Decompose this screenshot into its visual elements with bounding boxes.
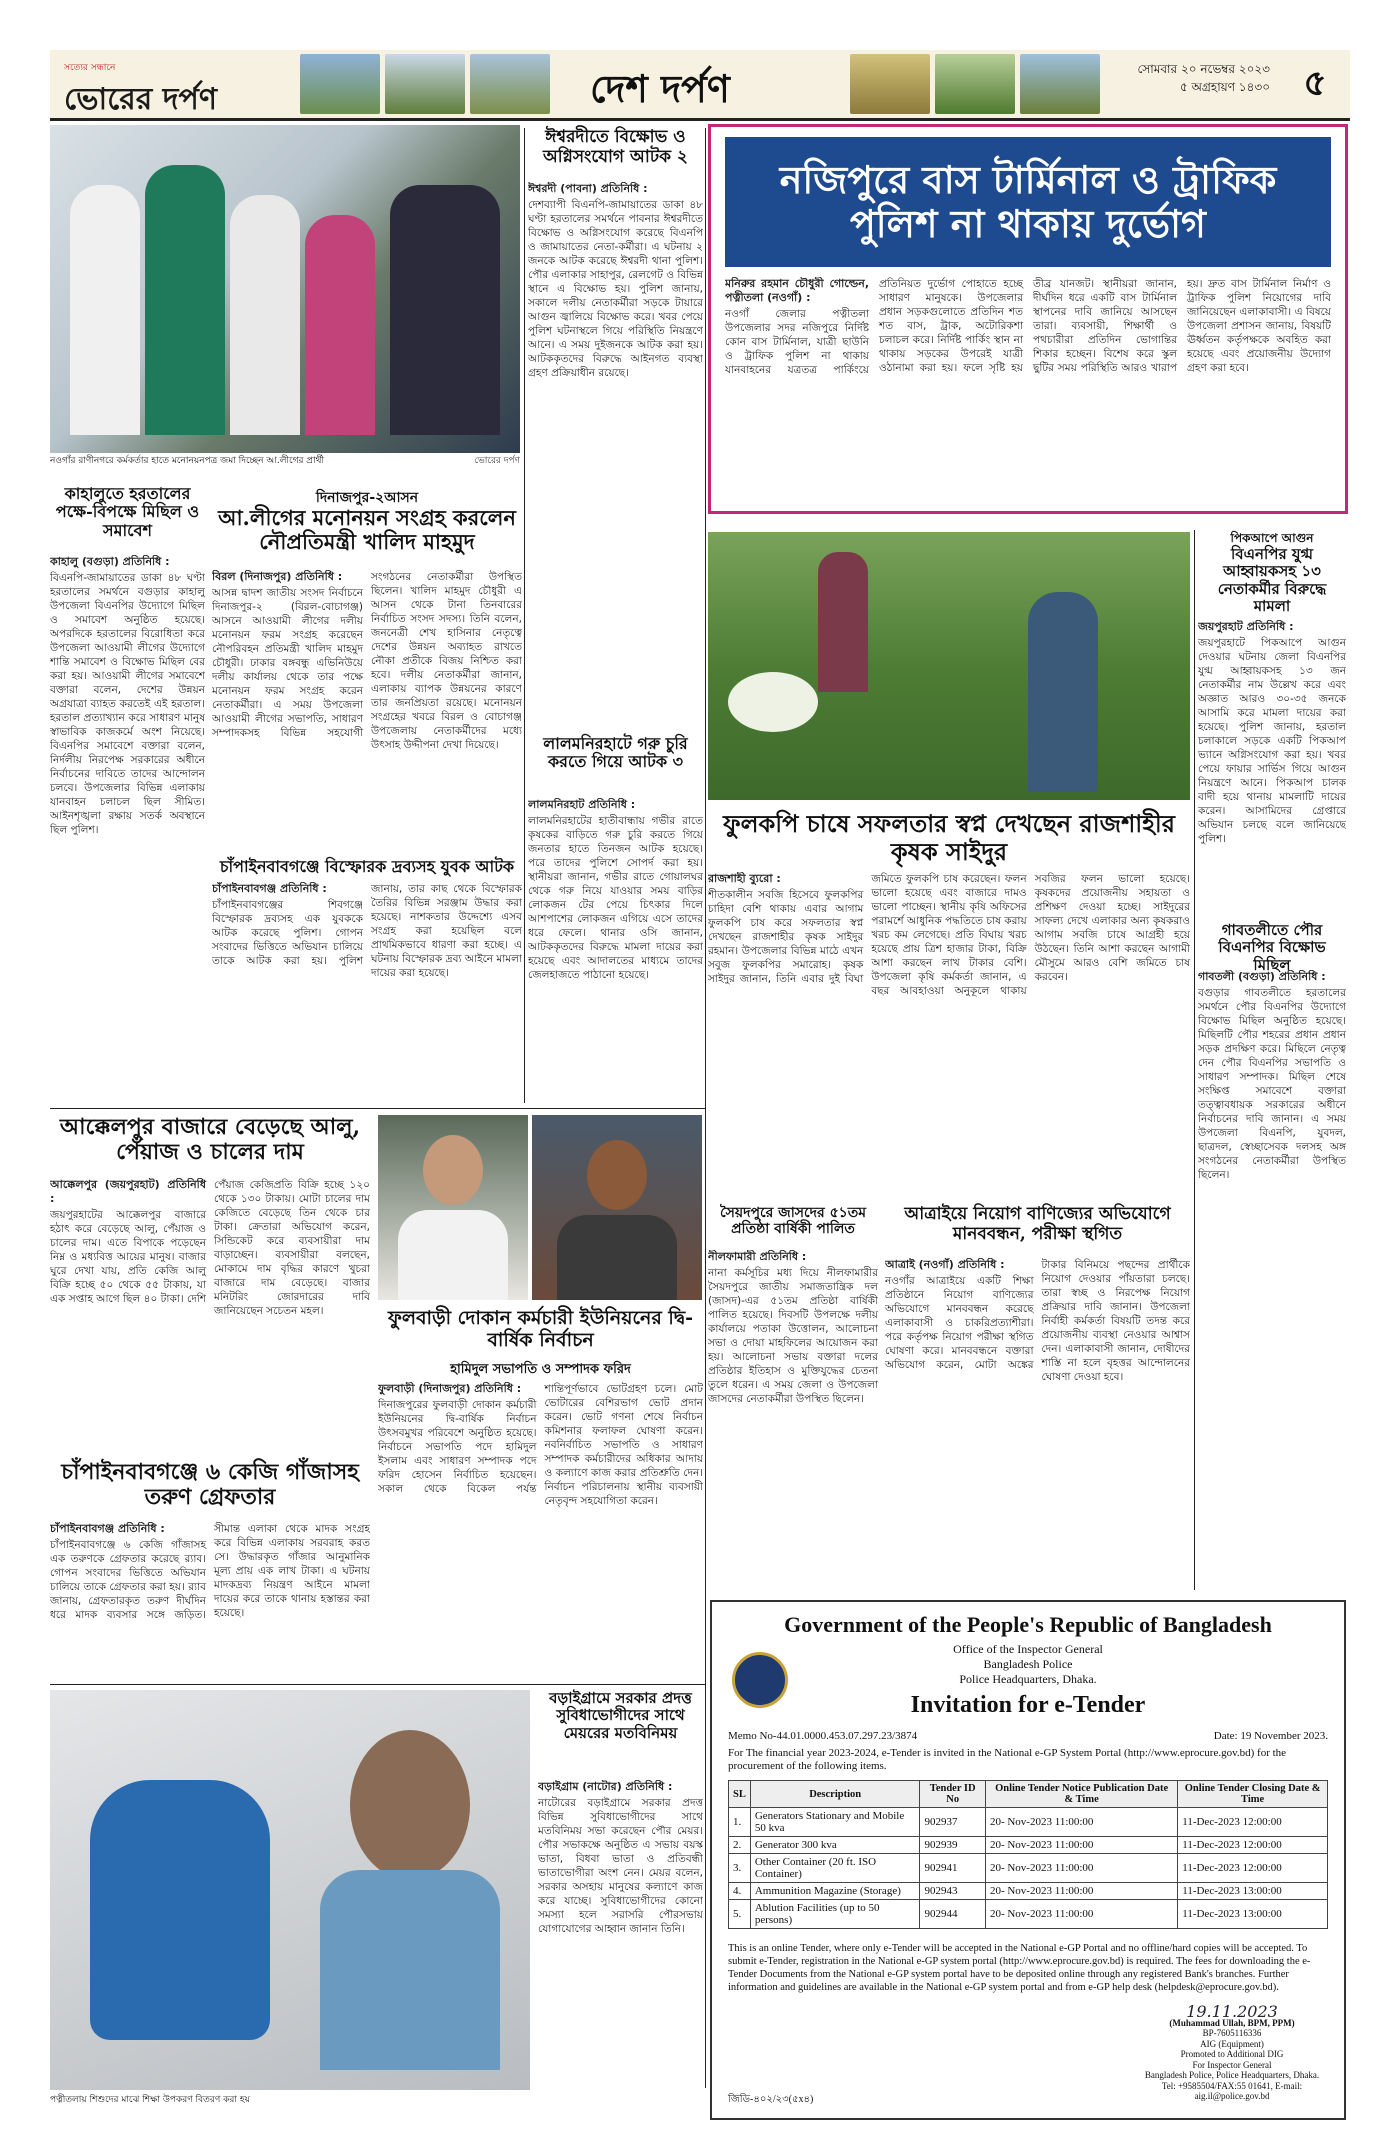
table-cell: 902943 xyxy=(920,1883,986,1900)
masthead-photo xyxy=(850,54,930,114)
signer-id: BP-7605116336 xyxy=(1202,2028,1262,2038)
masthead-photo xyxy=(935,54,1015,114)
newspaper-brand xyxy=(64,60,217,126)
byline: আত্রাই (নওগাঁ) প্রতিনিধি : xyxy=(885,1258,1005,1271)
table-cell: 5. xyxy=(729,1900,751,1929)
table-cell: 902941 xyxy=(920,1854,986,1883)
article-kahalu xyxy=(50,555,205,1105)
portrait-photo-president xyxy=(378,1115,528,1300)
byline: বড়াইগ্রাম (নাটোর) প্রতিনিধি : xyxy=(538,1780,673,1793)
tender-table xyxy=(728,1780,1328,1929)
table-cell: 11-Dec-2023 12:00:00 xyxy=(1178,1837,1328,1854)
article-baraigram xyxy=(538,1780,703,2110)
article-body: চাঁপাইনবাবগঞ্জের শিবগঞ্জে বিস্ফোরক দ্রব্যসহ এক যুবককে আটক করেছে পুলিশ। গোপন সংবাদের ভিত্তিতে অভিযান চালিয়ে তাকে আটক করা হয়। পুলিশ জানায়, তার কাছ থেকে বিস্ফোরক তৈরির বিভিন্ন সরঞ্জাম উদ্ধার করা হয়েছে। নাশকতার উদ্দেশ্যে এসব সংগ্রহ করা হয়েছিল বলে প্রাথমিকভাবে ধারণা করা হচ্ছে। এ ঘটনায় বিস্ফোরক দ্রব্য আইনে মামলা দায়ের করা হয়েছে। xyxy=(212,883,522,979)
news-photo-cauliflower-field xyxy=(708,532,1190,800)
brand-tagline: সত্যের সন্ধানে xyxy=(64,63,116,73)
row-divider xyxy=(50,1684,705,1685)
date-gregorian: সোমবার ২০ নভেম্বর ২০২৩ xyxy=(1137,62,1270,76)
table-cell: Generator 300 kva xyxy=(750,1837,920,1854)
article-body: দিনাজপুরের ফুলবাড়ী দোকান কর্মচারী ইউনিয়নের দ্বি-বার্ষিক নির্বাচন উৎসবমুখর পরিবেশে অনুষ্ঠিত হয়েছে। নির্বাচনে সভাপতি পদে হামিদুল ইসলাম এবং সাধারণ সম্পাদক পদে ফরিদ হোসেন নির্বাচিত হয়েছেন। সকাল থেকে বিকেল পর্যন্ত শান্তিপূর্ণভাবে ভোটগ্রহণ চলে। মোট ভোটারের বেশিরভাগ ভোট প্রদান করেন। ভোট গণনা শেষে নির্বাচন কমিশনার ফলাফল ঘোষণা করেন। নবনির্বাচিত সভাপতি ও সাধারণ সম্পাদক কর্মচারীদের অধিকার আদায় ও কল্যাণে কাজ করার প্রতিশ্রুতি দেন। নির্বাচন পরিচালনায় স্থানীয় ব্যবসায়ী নেতৃবৃন্দ সহযোগিতা করেন। xyxy=(378,1383,703,1507)
article-body: চাঁপাইনবাবগঞ্জে ৬ কেজি গাঁজাসহ এক তরুণকে গ্রেফতার করেছে র‌্যাব। গোপন সংবাদের ভিত্তিতে অভিযান চালিয়ে তাকে গ্রেফতার করা হয়। র‌্যাব জানায়, গ্রেফতারকৃত তরুণ দীর্ঘদিন ধরে মাদক ব্যবসার সঙ্গে জড়িত। সীমান্ত এলাকা থেকে মাদক সংগ্রহ করে বিভিন্ন এলাকায় সরবরাহ করত সে। উদ্ধারকৃত গাঁজার আনুমানিক মূল্য প্রায় এক লাখ টাকা। এ ঘটনায় মাদকদ্রব্য নিয়ন্ত্রণ আইনে মামলা দায়ের করে তাকে থানায় হস্তান্তর করা হয়েছে। xyxy=(50,1523,370,1621)
photo-caption xyxy=(50,456,520,467)
table-cell: Ammunition Magazine (Storage) xyxy=(750,1883,920,1900)
brand-name: ভোরের দর্পণ xyxy=(64,82,217,117)
ad-code: জিডি-৪০২/২৩(৫x৪) xyxy=(728,2094,814,2105)
table-cell: 1. xyxy=(729,1808,751,1837)
byline: রাজশাহী ব্যুরো : xyxy=(708,872,781,885)
byline: মনিরুর রহমান চৌধুরী গোল্ডেন, পত্নীতলা (নওগাঁ) : xyxy=(725,277,869,304)
signer-title: Bangladesh Police, Police Headquarters, Dhaka. xyxy=(1144,2070,1320,2080)
office-line-2: Bangladesh Police xyxy=(983,1657,1073,1671)
table-cell: 4. xyxy=(729,1883,751,1900)
photo-credit: ভোরের দর্পণ xyxy=(474,456,520,466)
photo-caption: পত্নীতলায় শিশুদের মাঝে শিক্ষা উপকরণ বিতরণ করা হয় xyxy=(50,2095,250,2105)
masthead-photo xyxy=(300,54,380,114)
tender-notice xyxy=(710,1600,1346,2120)
headline-atrai: আত্রাইয়ে নিয়োগ বাণিজ্যের অভিযোগে মানববন্ধন, পরীক্ষা স্থগিত xyxy=(904,1204,1171,1244)
table-cell: Generators Stationary and Mobile 50 kva xyxy=(750,1808,920,1837)
table-header-cell: SL xyxy=(729,1781,751,1808)
article-body: বগুড়ার গাবতলীতে হরতালের সমর্থনে পৌর বিএনপির উদ্যোগে বিক্ষোভ মিছিল অনুষ্ঠিত হয়েছে। মিছিলটি পৌর শহরের প্রধান প্রধান সড়ক প্রদক্ষিণ করে। মিছিলে নেতৃত্ব দেন পৌর বিএনপির সভাপতি ও সাধারণ সম্পাদক। মিছিল শেষে সংক্ষিপ্ত সমাবেশে বক্তারা তত্ত্বাবধায়ক সরকারের অধীনে নির্বাচনের দাবি জানান। এ সময় উপজেলা বিএনপি, যুবদল, ছাত্রদল, স্বেচ্ছাসেবক দলসহ অঙ্গ সংগঠনের নেতাকর্মীরা উপস্থিত ছিলেন। xyxy=(1198,987,1346,1181)
article-phulbari xyxy=(378,1382,703,1602)
signature-block xyxy=(1132,2002,1332,2102)
tender-intro: For The financial year 2023-2024, e-Tender is invited in the National e-GP System Portal (http://www.eprocure.gov.bd) for the procurement of the following items. xyxy=(728,1747,1287,1772)
table-cell: 902944 xyxy=(920,1900,986,1929)
table-row xyxy=(729,1900,1328,1929)
table-cell: 902939 xyxy=(920,1837,986,1854)
signature-date: 19.11.2023 xyxy=(1186,2002,1278,2021)
signer-title: Promoted to Additional DIG xyxy=(1180,2049,1284,2059)
article-cauliflower xyxy=(708,872,1190,1197)
masthead-photo xyxy=(1020,54,1100,114)
article-body: নওগাঁর আত্রাইয়ে একটি শিক্ষা প্রতিষ্ঠানে নিয়োগ বাণিজ্যের অভিযোগে মানববন্ধন করেছে এলাকাবাসী ও চাকরিপ্রত্যাশীরা। পরে কর্তৃপক্ষ নিয়োগ পরীক্ষা স্থগিত ঘোষণা করে। মানববন্ধনে বক্তারা অভিযোগ করেন, মোটা অঙ্কের টাকার বিনিময়ে পছন্দের প্রার্থীকে নিয়োগ দেওয়ার পাঁয়তারা চলছে। তারা স্বচ্ছ ও নিরপেক্ষ নিয়োগ প্রক্রিয়ার দাবি জানান। উপজেলা নির্বাহী কর্মকর্তা বিষয়টি তদন্ত করে প্রয়োজনীয় ব্যবস্থা নেওয়ার আশ্বাস দেন। এলাকাবাসী জানান, দোষীদের শাস্তি না হলে বৃহত্তর আন্দোলনের ঘোষণা দেওয়া হবে। xyxy=(885,1259,1190,1383)
article-nilphamari xyxy=(708,1250,878,1590)
table-header-cell: Online Tender Closing Date & Time xyxy=(1178,1781,1328,1808)
article-dinajpur xyxy=(212,570,522,850)
byline: গাবতলী (বগুড়া) প্রতিনিধি : xyxy=(1198,970,1326,983)
gov-title: Government of the People's Republic of Bangladesh xyxy=(784,1612,1272,1637)
table-cell: 11-Dec-2023 12:00:00 xyxy=(1178,1808,1328,1837)
row-divider xyxy=(50,1108,705,1109)
table-cell: 902937 xyxy=(920,1808,986,1837)
article-body: জয়পুরহাটের আক্কেলপুর বাজারে হঠাৎ করে বেড়েছে আলু, পেঁয়াজ ও চালের দাম। এতে বিপাকে পড়েছেন নিম্ন ও মধ্যবিত্ত আয়ের মানুষ। বাজার ঘুরে দেখা যায়, প্রতি কেজি আলু বিক্রি হচ্ছে ৫০ থেকে ৫৫ টাকায়, যা এক সপ্তাহ আগে ছিল ৪০ টাকা। দেশি পেঁয়াজ কেজিপ্রতি বিক্রি হচ্ছে ১২০ থেকে ১৩০ টাকায়। মোটা চালের দাম কেজিতে বেড়েছে তিন থেকে চার টাকা। ক্রেতারা অভিযোগ করেন, সিন্ডিকেট করে ব্যবসায়ীরা দাম বাড়াচ্ছেন। ব্যবসায়ীরা বলছেন, মোকামে দাম বৃদ্ধির কারণে খুচরা বাজারে দাম বেড়েছে। বাজার মনিটরিং জোরদারের দাবি জানিয়েছেন সচেতন মহল। xyxy=(50,1179,370,1317)
signer-title: AIG (Equipment) xyxy=(1200,2038,1264,2049)
table-cell: 20- Nov-2023 11:00:00 xyxy=(985,1900,1177,1929)
headline-iswardi: ঈশ্বরদীতে বিক্ষোভ ও অগ্নিসংযোগ আটক ২ xyxy=(543,127,688,167)
table-row xyxy=(729,1837,1328,1854)
article-body: জয়পুরহাটে পিকআপে আগুন দেওয়ার ঘটনায় জেলা বিএনপির যুগ্ম আহ্বায়কসহ ১৩ জন নেতাকর্মীর নাম উল্লেখ করে এবং অজ্ঞাত আরও ৩০-৩৫ জনকে আসামি করে মামলা দায়ের করা হয়েছে। পুলিশ জানায়, হরতাল চলাকালে সড়কে একটি পিকআপ ভ্যানে অগ্নিসংযোগ করা হয়। খবর পেয়ে ফায়ার সার্ভিস গিয়ে আগুন নিয়ন্ত্রণে আনে। পিকআপ চালক বাদী হয়ে থানায় মামলাটি দায়ের করেন। আসামিদের গ্রেপ্তারে অভিযান চলছে বলে জানিয়েছে পুলিশ। xyxy=(1198,637,1346,845)
table-cell: 20- Nov-2023 11:00:00 xyxy=(985,1808,1177,1837)
page-number: ৫ xyxy=(1303,63,1327,104)
tender-title: Invitation for e-Tender xyxy=(910,1692,1146,1718)
office-line-1: Office of the Inspector General xyxy=(953,1642,1103,1656)
issue-date xyxy=(1130,60,1270,96)
news-photo-children xyxy=(50,1690,530,2090)
column-divider xyxy=(705,128,706,2088)
kicker-dinajpur: দিনাজপুর-২আসন xyxy=(315,490,419,506)
table-cell: 3. xyxy=(729,1854,751,1883)
byline: বিরল (দিনাজপুর) প্রতিনিধি : xyxy=(212,570,343,583)
article-gabtali xyxy=(1198,970,1346,1590)
article-body: নাটোরের বড়াইগ্রামে সরকার প্রদত্ত বিভিন্ন সুবিধাভোগীদের সাথে মতবিনিময় সভা করেছেন পৌর মেয়র। পৌর সভাকক্ষে অনুষ্ঠিত এ সভায় বয়স্ক ভাতা, বিধবা ভাতা ও প্রতিবন্ধী ভাতাভোগীরা অংশ নেন। মেয়র বলেন, সরকার অসহায় মানুষের কল্যাণে কাজ করে যাচ্ছে। সুবিধাভোগীদের কোনো সমস্যা হলে সরাসরি পৌরসভায় যোগাযোগের আহ্বান জানান তিনি। xyxy=(538,1797,703,1935)
table-cell: 11-Dec-2023 13:00:00 xyxy=(1178,1883,1328,1900)
tender-date: Date: 19 November 2023. xyxy=(1213,1730,1328,1742)
byline: ফুলবাড়ী (দিনাজপুর) প্রতিনিধি : xyxy=(378,1382,522,1395)
masthead-photo xyxy=(470,54,550,114)
table-cell: Ablution Facilities (up to 50 persons) xyxy=(750,1900,920,1929)
article-akkelpur xyxy=(50,1178,370,1453)
office-line-3: Police Headquarters, Dhaka. xyxy=(959,1672,1097,1686)
subhead-phulbari: হামিদুল সভাপতি ও সম্পাদক ফরিদ xyxy=(450,1362,631,1377)
caption-text: নওগাঁর রাণীনগরে কর্মকর্তার হাতে মনোনয়নপত্র জমা দিচ্ছেন আ.লীগের প্রার্থী xyxy=(50,456,325,466)
backpack-icon xyxy=(90,1780,270,2040)
lead-headline: নজিপুরে বাস টার্মিনাল ও ট্রাফিক পুলিশ না থাকায় দুর্ভোগ xyxy=(725,137,1331,267)
table-cell: 20- Nov-2023 11:00:00 xyxy=(985,1883,1177,1900)
article-chapai-ganja xyxy=(50,1522,370,1680)
headline-dinajpur: আ.লীগের মনোনয়ন সংগ্রহ করলেন নৌপ্রতিমন্ত্রী খালিদ মাহমুদ xyxy=(218,505,516,555)
section-title: দেশ দর্পণ xyxy=(590,66,730,111)
article-lalmonirhat xyxy=(528,798,703,1103)
tender-note: This is an online Tender, where only e-Tender will be accepted in the National e-GP Portal and no offline/hard copies will be accepted. To submit e-Tender, registration in the National e-GP system portal (http://www.eprocure.gov.bd) is required. The fees for downloading the e-Tender Documents from the National e-GP system portal have to be deposited online through any registered Bank's branches. Further information and guidelines are available in the National e-GP system portal and from e-GP help desk (helpdesk@eprocure.gov.bd). xyxy=(728,1943,1311,1993)
headline-chapai-explosive: চাঁপাইনবাবগঞ্জে বিস্ফোরক দ্রব্যসহ যুবক আটক xyxy=(219,857,515,876)
table-cell: Other Container (20 ft. ISO Container) xyxy=(750,1854,920,1883)
headline-nilphamari: সৈয়দপুরে জাসদের ৫১তম প্রতিষ্ঠা বার্ষিকী পালিত xyxy=(719,1205,867,1238)
news-photo-nomination xyxy=(50,125,520,453)
article-body: বিএনপি-জামায়াতের ডাকা ৪৮ ঘণ্টা হরতালের সমর্থনে বগুড়ার কাহালু উপজেলা বিএনপির উদ্যোগে মিছিল ও সমাবেশ অনুষ্ঠিত হয়েছে। অপরদিকে হরতালের বিরোধিতা করে উপজেলা আওয়ামী লীগের উদ্যোগে শান্তি সমাবেশ ও বিক্ষোভ মিছিল বের করা হয়। আওয়ামী লীগের সমাবেশে বক্তারা বলেন, দেশের উন্নয়ন অগ্রযাত্রা ব্যাহত করতেই এই হরতাল। হরতাল প্রত্যাখ্যান করে সাধারণ মানুষ স্বাভাবিক কাজকর্মে অংশ নিয়েছে। বিএনপির সমাবেশে বক্তারা বলেন, নির্দলীয় নিরপেক্ষ সরকারের অধীনে নির্বাচনের দাবিতে তাদের আন্দোলন চলবে। উপজেলার বিভিন্ন এলাকায় যানবাহন চলাচল ছিল সীমিত। আইনশৃঙ্খলা রক্ষায় সতর্ক অবস্থানে ছিল পুলিশ। xyxy=(50,572,205,836)
signer-name: (Muhammad Ullah, BPM, PPM) xyxy=(1169,2017,1295,2028)
lead-article xyxy=(725,277,1331,507)
byline: ঈশ্বরদী (পাবনা) প্রতিনিধি : xyxy=(528,182,648,195)
byline: আক্কেলপুর (জয়পুরহাট) প্রতিনিধি : xyxy=(50,1178,206,1205)
article-body: দেশব্যাপী বিএনপি-জামায়াতের ডাকা ৪৮ ঘণ্টা হরতালের সমর্থনে পাবনার ঈশ্বরদীতে বিক্ষোভ ও অগ্নিসংযোগ করেছে বিএনপি ও জামায়াতের নেতা-কর্মীরা। এ ঘটনায় ২ জনকে আটক করেছে ঈশ্বরদী থানা পুলিশ। পৌর এলাকার সাহাপুর, রেলগেট ও বিভিন্ন স্থানে এ বিক্ষোভ হয়। পুলিশ জানায়, সকালে দলীয় নেতাকর্মীরা সড়কে টায়ারে আগুন জ্বালিয়ে বিক্ষোভ করে। খবর পেয়ে পুলিশ ঘটনাস্থলে গিয়ে পরিস্থিতি নিয়ন্ত্রণে আনে। এ সময় দুইজনকে আটক করা হয়। আটককৃতদের বিরুদ্ধে আইনগত ব্যবস্থা গ্রহণ প্রক্রিয়াধীন রয়েছে। xyxy=(528,199,703,379)
article-atrai xyxy=(885,1258,1190,1590)
table-header-cell: Online Tender Notice Publication Date & Time xyxy=(985,1781,1177,1808)
memo-number: Memo No-44.01.0000.453.07.297.23/3874 xyxy=(728,1730,918,1742)
article-iswardi xyxy=(528,182,703,480)
article-body: আসন্ন দ্বাদশ জাতীয় সংসদ নির্বাচনে দিনাজপুর-২ (বিরল-বোচাগঞ্জ) আসনে আওয়ামী লীগের দলীয় মনোনয়ন ফরম সংগ্রহ করেছেন নৌপরিবহন প্রতিমন্ত্রী খালিদ মাহমুদ চৌধুরী। ঢাকার বঙ্গবন্ধু এভিনিউয়ে দলীয় কার্যালয় থেকে তার পক্ষে মনোনয়ন ফরম সংগ্রহ করেন নেতাকর্মীরা। এ সময় উপজেলা আওয়ামী লীগের সভাপতি, সাধারণ সম্পাদকসহ বিভিন্ন সহযোগী সংগঠনের নেতাকর্মীরা উপস্থিত ছিলেন। খালিদ মাহমুদ চৌধুরী এ আসন থেকে টানা তিনবারের নির্বাচিত সংসদ সদস্য। তিনি বলেন, জননেত্রী শেখ হাসিনার নেতৃত্বে দেশের উন্নয়ন অব্যাহত রাখতে নৌকা প্রতীকে বিজয় নিশ্চিত করা হবে। দলীয় নেতাকর্মীরা জানান, এলাকায় ব্যাপক উন্নয়নের কারণে তার জনপ্রিয়তা রয়েছে। মনোনয়ন সংগ্রহের খবরে বিরল ও বোচাগঞ্জ উপজেলায় নেতাকর্মীদের মধ্যে উৎসাহ উদ্দীপনা দেখা দিয়েছে। xyxy=(212,571,522,751)
portrait-photo-secretary xyxy=(532,1115,702,1300)
table-row xyxy=(729,1854,1328,1883)
masthead-photo xyxy=(385,54,465,114)
article-body: নওগাঁ জেলার পত্নীতলা উপজেলার সদর নজিপুরে নির্দিষ্ট কোন বাস টার্মিনাল, যাত্রী ছাউনি ও ট্রাফিক পুলিশ না থাকায় যানবাহনের যত্রতত্র পার্কিংয়ে প্রতিনিয়ত দুর্ভোগ পোহাতে হচ্ছে সাধারণ মানুষকে। উপজেলার প্রধান সড়কগুলোতে প্রতিদিন শত শত বাস, ট্রাক, অটোরিকশা চলাচল করে। নির্দিষ্ট পার্কিং স্থান না থাকায় সড়কের উপরেই যাত্রী ওঠানামা করা হয়। ফলে সৃষ্টি হয় তীব্র যানজট। স্থানীয়রা জানান, দীর্ঘদিন ধরে একটি বাস টার্মিনাল স্থাপনের দাবি জানিয়ে আসছেন তারা। ব্যবসায়ী, শিক্ষার্থী ও পথচারীরা প্রতিদিন ভোগান্তির শিকার হচ্ছেন। বিশেষ করে স্কুল ছুটির সময় পরিস্থিতি আরও খারাপ হয়। দ্রুত বাস টার্মিনাল নির্মাণ ও ট্রাফিক পুলিশ নিয়োগের দাবি জানিয়েছেন এলাকাবাসী। এ বিষয়ে উপজেলা প্রশাসন জানায়, বিষয়টি ঊর্ধ্বতন কর্তৃপক্ষকে অবহিত করা হয়েছে এবং প্রয়োজনীয় উদ্যোগ গ্রহণ করা হবে। xyxy=(725,278,1331,376)
lead-story-box xyxy=(708,124,1348,514)
table-row xyxy=(729,1808,1328,1837)
byline: কাহালু (বগুড়া) প্রতিনিধি : xyxy=(50,555,170,568)
masthead xyxy=(50,50,1350,121)
byline: চাঁপাইনবাবগঞ্জ প্রতিনিধি : xyxy=(212,882,327,895)
headline-phulbari: ফুলবাড়ী দোকান কর্মচারী ইউনিয়নের দ্বি-বার্ষিক নির্বাচন xyxy=(387,1307,694,1351)
byline: জয়পুরহাট প্রতিনিধি : xyxy=(1198,620,1294,633)
table-cell: 11-Dec-2023 13:00:00 xyxy=(1178,1900,1328,1929)
headline-lalmonirhat: লালমনিরহাটে গরু চুরি করতে গিয়ে আটক ৩ xyxy=(543,734,688,772)
signer-contact: Tel: +9585504/FAX:55 01641, E-mail: aig.il@police.gov.bd xyxy=(1161,2080,1303,2101)
article-body: লালমনিরহাটের হাতীবান্ধায় গভীর রাতে কৃষকের বাড়িতে গরু চুরি করতে গিয়ে জনতার হাতে তিনজন আটক হয়েছে। পরে তাদের পুলিশে সোপর্দ করা হয়। স্থানীয়রা জানান, গভীর রাতে গোয়ালঘর থেকে গরু নিয়ে যাওয়ার সময় বাড়ির লোকজন টের পেয়ে চিৎকার দিলে আশপাশের লোকজন এগিয়ে এসে তাদের ধরে ফেলে। থানার ওসি জানান, আটককৃতদের বিরুদ্ধে মামলা দায়ের করা হয়েছে এবং আদালতের মাধ্যমে তাদের জেলহাজতে পাঠানো হয়েছে। xyxy=(528,815,703,981)
table-cell: 2. xyxy=(729,1837,751,1854)
table-cell: 20- Nov-2023 11:00:00 xyxy=(985,1854,1177,1883)
kicker-jaypurhat: পিকআপে আগুন xyxy=(1230,531,1314,545)
article-body: নানা কর্মসূচির মধ্য দিয়ে নীলফামারীর সৈয়দপুরে জাতীয় সমাজতান্ত্রিক দল (জাসদ)-এর ৫১তম প্রতিষ্ঠা বার্ষিকী পালিত হয়েছে। দিবসটি উপলক্ষে দলীয় কার্যালয়ে পতাকা উত্তোলন, আলোচনা সভা ও দোয়া মাহফিলের আয়োজন করা হয়। আলোচনা সভায় বক্তারা দলের প্রতিষ্ঠার ইতিহাস ও মুক্তিযুদ্ধের চেতনা তুলে ধরেন। এ সময় জেলা ও উপজেলা জাসদের নেতাকর্মীরা উপস্থিত ছিলেন। xyxy=(708,1267,878,1405)
headline-baraigram: বড়াইগ্রামে সরকার প্রদত্ত সুবিধাভোগীদের সাথে মেয়রের মতবিনিময় xyxy=(549,1689,692,1742)
byline: লালমনিরহাট প্রতিনিধি : xyxy=(528,798,636,811)
column-divider xyxy=(1194,530,1195,1590)
table-cell: 20- Nov-2023 11:00:00 xyxy=(985,1837,1177,1854)
headline-jaypurhat: বিএনপির যুগ্ম আহ্বায়কসহ ১৩ নেতাকর্মীর বিরুদ্ধে মামলা xyxy=(1217,545,1327,615)
article-jaypurhat xyxy=(1198,620,1346,910)
article-body: শীতকালীন সবজি হিসেবে ফুলকপির চাহিদা বেশি থাকায় এবার আগাম ফুলকপি চাষ করে সফলতার স্বপ্ন দেখছেন রাজশাহীর কৃষক সাইদুর রহমান। উপজেলার বিভিন্ন মাঠে এখন সবুজ ফুলকপির সমারোহ। কৃষক সাইদুর জানান, তিনি এবার দুই বিঘা জমিতে ফুলকপি চাষ করেছেন। ফলন ভালো হয়েছে এবং বাজারে দামও ভালো পাচ্ছেন। স্থানীয় কৃষি অফিসের পরামর্শে আধুনিক পদ্ধতিতে চাষ করায় খরচ কম লেগেছে। প্রতি বিঘায় খরচ হয়েছে প্রায় ত্রিশ হাজার টাকা, বিক্রি আশা করছেন লাখ টাকার বেশি। উপজেলা কৃষি কর্মকর্তা জানান, এ বছর আবহাওয়া অনুকূলে থাকায় সবজির ফলন ভালো হয়েছে। কৃষকদের প্রয়োজনীয় সহায়তা ও প্রশিক্ষণ দেওয়া হচ্ছে। সাইদুরের সাফল্য দেখে এলাকার অন্য কৃষকরাও আগাম সবজি চাষে আগ্রহী হয়ে উঠছেন। তিনি আশা করছেন আগামী মৌসুমে আরও বেশি জমিতে চাষ করবেন। xyxy=(708,873,1190,997)
headline-cauliflower: ফুলকপি চাষে সফলতার স্বপ্ন দেখছেন রাজশাহীর কৃষক সাইদুর xyxy=(723,809,1175,866)
byline: চাঁপাইনবাবগঞ্জ প্রতিনিধি : xyxy=(50,1522,165,1535)
headline-kahalu: কাহালুতে হরতালের পক্ষে-বিপক্ষে মিছিল ও সমাবেশ xyxy=(55,484,200,540)
column-divider xyxy=(524,128,525,1103)
byline: নীলফামারী প্রতিনিধি : xyxy=(708,1250,807,1263)
headline-akkelpur: আক্কেলপুর বাজারে বেড়েছে আলু, পেঁয়াজ ও চালের দাম xyxy=(59,1114,361,1166)
table-cell: 11-Dec-2023 12:00:00 xyxy=(1178,1854,1328,1883)
table-header-cell: Description xyxy=(750,1781,920,1808)
headline-chapai-ganja: চাঁপাইনবাবগঞ্জে ৬ কেজি গাঁজাসহ তরুণ গ্রেফতার xyxy=(61,1459,359,1511)
table-header-cell: Tender ID No xyxy=(920,1781,986,1808)
table-row xyxy=(729,1883,1328,1900)
article-chapai-explosive xyxy=(212,882,522,1104)
signer-title: For Inspector General xyxy=(1192,2059,1272,2070)
date-bengali: ৫ অগ্রহায়ণ ১৪৩০ xyxy=(1179,80,1270,94)
headline-gabtali: গাবতলীতে পৌর বিএনপির বিক্ষোভ মিছিল xyxy=(1218,921,1326,974)
